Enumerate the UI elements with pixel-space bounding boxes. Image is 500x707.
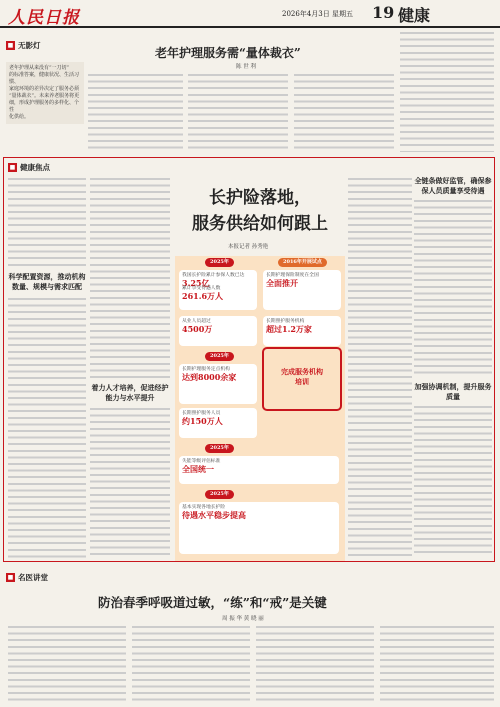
issue-date: 2026年4月3日 星期五 [282, 10, 353, 18]
subheading-line: 保人员质量享受待遇 [421, 186, 485, 195]
year-pill: 2025年 [205, 490, 234, 499]
subheading-line: 全链条做好监管，确保参 [414, 176, 492, 185]
feature-title-line: 长护险落地， [209, 188, 311, 208]
bottom-column-4 [380, 624, 494, 704]
subheading-right [414, 176, 492, 196]
stat-label: 长期护理保险制度在全国 [266, 273, 319, 278]
stat-label: 基本实现各地长护险 [182, 505, 226, 510]
top-article-column-1 [88, 72, 183, 152]
year-pill: 2025年 [205, 444, 234, 453]
subheading-3 [414, 382, 492, 402]
stat-card [179, 364, 257, 404]
stat-label: 累计享受待遇人数 [182, 286, 221, 291]
summary-line: 细，形成护理服务的多样化、个性 [9, 100, 80, 113]
feature-byline: 本报记者 孙秀艳 [228, 244, 269, 250]
section-icon: ■ [7, 574, 14, 581]
feature-title-line: 服务供给如何跟上 [192, 214, 328, 234]
bottom-column-3 [256, 624, 374, 704]
summary-line: 老年护理从来没有“一刀切” [9, 65, 70, 71]
stat-label: 长期护理服务定点机构 [182, 367, 230, 372]
section-icon: ■ [7, 42, 14, 49]
stat-card [179, 502, 339, 554]
summary-line: 家庭环境的差异决定了服务必须 [9, 86, 80, 92]
highlight-text [266, 367, 338, 387]
feature-column-1a [8, 176, 86, 268]
top-article-summary [6, 62, 84, 124]
top-article-column-2 [188, 72, 288, 152]
stat-value: 约150万人 [182, 415, 223, 426]
feature-column-4 [348, 176, 412, 556]
bottom-article-byline: 周 振 华 黄 晓 丽 [222, 616, 264, 622]
section-icon: ■ [9, 164, 16, 171]
stat-card [179, 408, 257, 438]
stat-value: 全国统一 [182, 463, 214, 474]
bottom-column-1 [8, 624, 126, 704]
stat-value: 全面推开 [266, 277, 298, 288]
stat-label: 长期照护服务人员 [182, 411, 221, 416]
stat-value: 达到8000余家 [182, 371, 237, 382]
stat-label: 我国长护险累计参保人数已达 [182, 273, 245, 278]
masthead [0, 0, 500, 28]
page-number: 19 [372, 3, 395, 22]
bottom-column-2 [132, 624, 250, 704]
subheading-line: 能力与水平提升 [105, 393, 155, 402]
year-pill: 2025年 [205, 352, 234, 361]
subheading-2 [90, 383, 170, 403]
section-label: 名医讲堂 [18, 573, 48, 582]
stat-card [263, 316, 341, 346]
newspaper-logo: 人民日报 [8, 8, 80, 28]
feature-column-5a [414, 198, 492, 378]
feature-column-2a [90, 176, 170, 381]
summary-line: “量体裁衣”。未来养老服务将更 [9, 93, 80, 99]
year-pill: 2025年 [205, 258, 234, 267]
stat-label: 长期照护服务机构 [266, 319, 305, 324]
stat-value: 4500万 [182, 323, 213, 334]
top-article-column-4 [400, 30, 494, 152]
feature-column-2b [90, 406, 170, 558]
page-name: 健康 [398, 6, 431, 25]
stat-value: 待遇水平稳步提高 [182, 509, 246, 520]
feature-title [184, 185, 336, 237]
subheading-line: 着力人才培养，促进经护 [91, 383, 169, 392]
subheading-1 [8, 272, 86, 292]
year-pill: 2016年开展试点 [278, 258, 327, 267]
highlight-line: 培训 [295, 377, 309, 386]
stat-card [263, 270, 341, 310]
feature-column-5b [414, 404, 492, 556]
top-article-column-3 [294, 72, 394, 152]
stat-value: 261.6万人 [182, 290, 224, 301]
stat-card [179, 270, 257, 310]
stat-label: 失能等级评估标准 [182, 459, 221, 464]
stat-value: 超过1.2万家 [266, 323, 312, 334]
highlight-line: 完成服务机构 [281, 367, 323, 376]
section-tag-bottom [6, 572, 48, 583]
summary-line: 化供给。 [9, 114, 30, 120]
stat-label: 从业人员超过 [182, 319, 211, 324]
subheading-line: 科学配置资源，推动机构 [8, 272, 86, 281]
subheading-line: 数量、规模与需求匹配 [12, 282, 82, 291]
feature-column-1b [8, 296, 86, 558]
top-article-title: 老年护理服务需“量体裁衣” [155, 46, 301, 60]
top-article-byline: 陈 世 利 [236, 64, 256, 70]
subheading-line: 质量 [446, 392, 460, 401]
subheading-line: 加强协调机制，提升服务 [414, 382, 492, 391]
section-label: 无影灯 [18, 41, 41, 50]
highlight-box [262, 347, 342, 411]
summary-line: 的标准答案，健康状况、生活习惯、 [9, 72, 80, 85]
section-tag-feature [8, 162, 50, 173]
stat-value: 3.25亿 [182, 277, 210, 288]
section-label: 健康焦点 [20, 163, 50, 172]
section-tag-top [6, 40, 41, 51]
stat-card [179, 456, 339, 484]
bottom-article-title: 防治春季呼吸道过敏，“练”和“戒”是关键 [98, 595, 327, 610]
stat-card [179, 316, 257, 346]
